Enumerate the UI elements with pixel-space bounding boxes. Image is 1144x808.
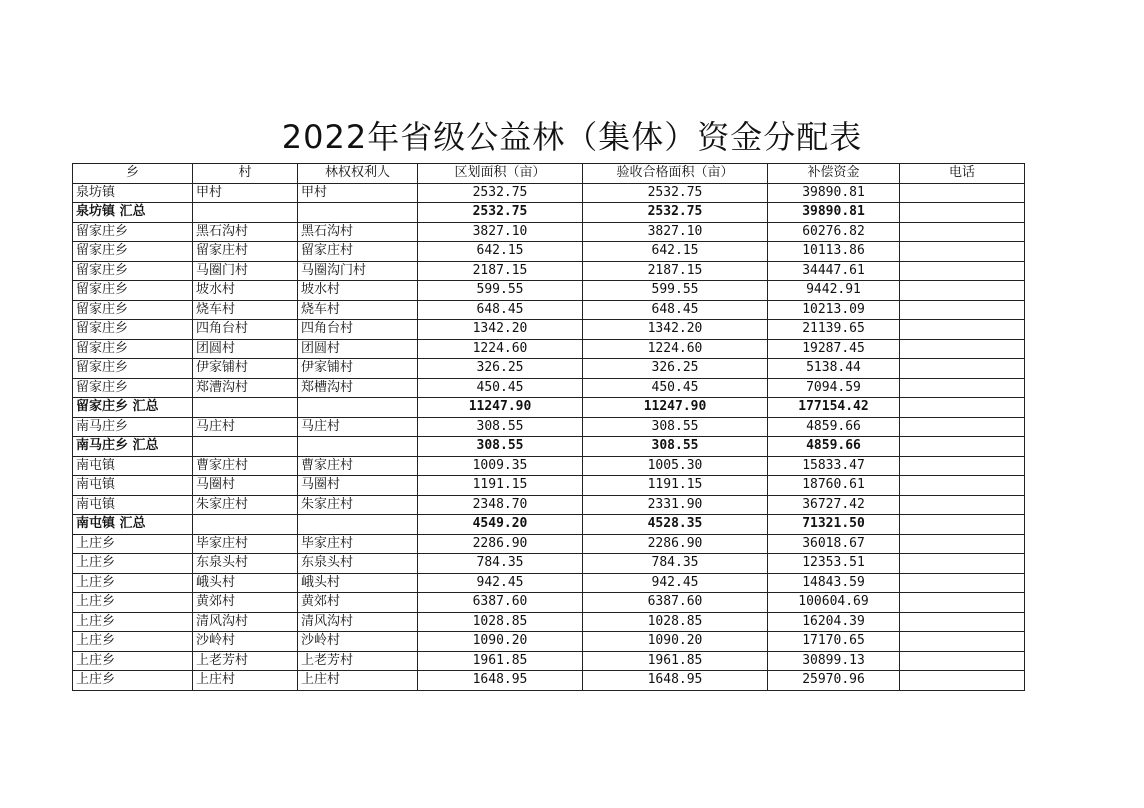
- cell-area: 1090.20: [418, 632, 583, 652]
- cell-township: 上庄乡: [73, 573, 193, 593]
- cell-village: 郑漕沟村: [193, 378, 298, 398]
- cell-owner: 伊家铺村: [298, 359, 418, 379]
- table-row: [73, 671, 1025, 691]
- cell-area: 11247.90: [418, 398, 583, 418]
- table-row: [73, 222, 1025, 242]
- subtotal-row: [73, 203, 1025, 223]
- cell-village: 黄郊村: [193, 593, 298, 613]
- cell-funds: 36018.67: [768, 534, 900, 554]
- cell-owner: 东泉头村: [298, 554, 418, 574]
- cell-township: 上庄乡: [73, 593, 193, 613]
- cell-area: 942.45: [418, 573, 583, 593]
- cell-owner: 甲村: [298, 183, 418, 203]
- cell-phone: [900, 222, 1025, 242]
- cell-funds: 100604.69: [768, 593, 900, 613]
- cell-township: 留家庄乡: [73, 339, 193, 359]
- cell-area: 784.35: [418, 554, 583, 574]
- cell-owner: 朱家庄村: [298, 495, 418, 515]
- cell-owner: [298, 398, 418, 418]
- header-funds: 补偿资金: [768, 164, 900, 184]
- cell-area: 1961.85: [418, 651, 583, 671]
- cell-owner: 马圈村: [298, 476, 418, 496]
- cell-village: 团圆村: [193, 339, 298, 359]
- cell-township: 上庄乡: [73, 651, 193, 671]
- cell-funds: 17170.65: [768, 632, 900, 652]
- cell-township: 泉坊镇 汇总: [73, 203, 193, 223]
- cell-owner: 上庄村: [298, 671, 418, 691]
- cell-area: 4549.20: [418, 515, 583, 535]
- cell-owner: 烧车村: [298, 300, 418, 320]
- cell-owner: 马圈沟门村: [298, 261, 418, 281]
- cell-owner: 毕家庄村: [298, 534, 418, 554]
- cell-area: 450.45: [418, 378, 583, 398]
- cell-phone: [900, 573, 1025, 593]
- cell-phone: [900, 456, 1025, 476]
- table-row: [73, 534, 1025, 554]
- cell-accepted-area: 599.55: [583, 281, 768, 301]
- cell-owner: 留家庄村: [298, 242, 418, 262]
- table-row: [73, 281, 1025, 301]
- cell-funds: 4859.66: [768, 437, 900, 457]
- cell-township: 留家庄乡 汇总: [73, 398, 193, 418]
- cell-accepted-area: 1090.20: [583, 632, 768, 652]
- cell-phone: [900, 632, 1025, 652]
- cell-township: 留家庄乡: [73, 300, 193, 320]
- cell-village: 甲村: [193, 183, 298, 203]
- cell-area: 326.25: [418, 359, 583, 379]
- cell-village: [193, 515, 298, 535]
- cell-village: 留家庄村: [193, 242, 298, 262]
- cell-village: 马圈门村: [193, 261, 298, 281]
- cell-owner: 马庄村: [298, 417, 418, 437]
- cell-owner: [298, 203, 418, 223]
- cell-village: 朱家庄村: [193, 495, 298, 515]
- cell-village: 上庄村: [193, 671, 298, 691]
- table-row: [73, 554, 1025, 574]
- table-row: [73, 417, 1025, 437]
- cell-accepted-area: 11247.90: [583, 398, 768, 418]
- cell-phone: [900, 515, 1025, 535]
- cell-township: 泉坊镇: [73, 183, 193, 203]
- table-row: [73, 339, 1025, 359]
- cell-township: 上庄乡: [73, 534, 193, 554]
- cell-area: 1191.15: [418, 476, 583, 496]
- table-body: [73, 183, 1025, 690]
- cell-accepted-area: 450.45: [583, 378, 768, 398]
- cell-township: 留家庄乡: [73, 222, 193, 242]
- cell-village: 烧车村: [193, 300, 298, 320]
- cell-phone: [900, 437, 1025, 457]
- cell-funds: 25970.96: [768, 671, 900, 691]
- cell-funds: 12353.51: [768, 554, 900, 574]
- cell-phone: [900, 534, 1025, 554]
- header-accepted-area: 验收合格面积（亩）: [583, 164, 768, 184]
- cell-village: 马圈村: [193, 476, 298, 496]
- cell-phone: [900, 339, 1025, 359]
- table-row: [73, 261, 1025, 281]
- cell-phone: [900, 671, 1025, 691]
- cell-village: 坡水村: [193, 281, 298, 301]
- header-area: 区划面积（亩）: [418, 164, 583, 184]
- cell-phone: [900, 612, 1025, 632]
- cell-accepted-area: 6387.60: [583, 593, 768, 613]
- table-row: [73, 320, 1025, 340]
- cell-owner: [298, 437, 418, 457]
- cell-phone: [900, 417, 1025, 437]
- table-row: [73, 183, 1025, 203]
- cell-village: [193, 437, 298, 457]
- cell-township: 上庄乡: [73, 554, 193, 574]
- cell-area: 1028.85: [418, 612, 583, 632]
- cell-owner: 郑槽沟村: [298, 378, 418, 398]
- cell-village: 沙岭村: [193, 632, 298, 652]
- cell-funds: 10213.09: [768, 300, 900, 320]
- cell-funds: 39890.81: [768, 203, 900, 223]
- cell-phone: [900, 281, 1025, 301]
- cell-funds: 19287.45: [768, 339, 900, 359]
- cell-phone: [900, 378, 1025, 398]
- cell-funds: 4859.66: [768, 417, 900, 437]
- cell-owner: 清风沟村: [298, 612, 418, 632]
- table-row: [73, 651, 1025, 671]
- cell-owner: 峨头村: [298, 573, 418, 593]
- cell-village: [193, 203, 298, 223]
- cell-area: 2348.70: [418, 495, 583, 515]
- cell-phone: [900, 203, 1025, 223]
- cell-area: 308.55: [418, 417, 583, 437]
- table-row: [73, 476, 1025, 496]
- cell-village: 上老芳村: [193, 651, 298, 671]
- cell-village: 东泉头村: [193, 554, 298, 574]
- subtotal-row: [73, 398, 1025, 418]
- cell-owner: 四角台村: [298, 320, 418, 340]
- cell-area: 3827.10: [418, 222, 583, 242]
- cell-township: 上庄乡: [73, 632, 193, 652]
- cell-funds: 18760.61: [768, 476, 900, 496]
- table-row: [73, 495, 1025, 515]
- cell-village: [193, 398, 298, 418]
- cell-accepted-area: 1961.85: [583, 651, 768, 671]
- cell-funds: 39890.81: [768, 183, 900, 203]
- cell-owner: 坡水村: [298, 281, 418, 301]
- cell-phone: [900, 242, 1025, 262]
- cell-funds: 71321.50: [768, 515, 900, 535]
- cell-township: 上庄乡: [73, 671, 193, 691]
- cell-township: 留家庄乡: [73, 320, 193, 340]
- cell-accepted-area: 1342.20: [583, 320, 768, 340]
- cell-owner: 黑石沟村: [298, 222, 418, 242]
- cell-area: 1648.95: [418, 671, 583, 691]
- cell-accepted-area: 3827.10: [583, 222, 768, 242]
- cell-area: 6387.60: [418, 593, 583, 613]
- cell-owner: 团圆村: [298, 339, 418, 359]
- cell-accepted-area: 942.45: [583, 573, 768, 593]
- cell-phone: [900, 495, 1025, 515]
- allocation-table: [72, 163, 1025, 691]
- cell-area: 1009.35: [418, 456, 583, 476]
- header-phone: 电话: [900, 164, 1025, 184]
- cell-area: 1342.20: [418, 320, 583, 340]
- cell-accepted-area: 642.15: [583, 242, 768, 262]
- cell-accepted-area: 1224.60: [583, 339, 768, 359]
- cell-area: 1224.60: [418, 339, 583, 359]
- cell-phone: [900, 398, 1025, 418]
- cell-funds: 15833.47: [768, 456, 900, 476]
- cell-funds: 60276.82: [768, 222, 900, 242]
- cell-phone: [900, 183, 1025, 203]
- cell-accepted-area: 308.55: [583, 417, 768, 437]
- cell-phone: [900, 359, 1025, 379]
- cell-township: 南马庄乡 汇总: [73, 437, 193, 457]
- cell-area: 2286.90: [418, 534, 583, 554]
- cell-owner: [298, 515, 418, 535]
- cell-village: 曹家庄村: [193, 456, 298, 476]
- table-row: [73, 359, 1025, 379]
- header-township: 乡: [73, 164, 193, 184]
- table-row: [73, 456, 1025, 476]
- table-row: [73, 573, 1025, 593]
- cell-accepted-area: 308.55: [583, 437, 768, 457]
- cell-funds: 7094.59: [768, 378, 900, 398]
- cell-owner: 上老芳村: [298, 651, 418, 671]
- cell-township: 留家庄乡: [73, 378, 193, 398]
- table-row: [73, 300, 1025, 320]
- cell-township: 留家庄乡: [73, 261, 193, 281]
- cell-area: 599.55: [418, 281, 583, 301]
- cell-accepted-area: 2532.75: [583, 183, 768, 203]
- cell-area: 648.45: [418, 300, 583, 320]
- cell-village: 伊家铺村: [193, 359, 298, 379]
- cell-funds: 21139.65: [768, 320, 900, 340]
- cell-phone: [900, 320, 1025, 340]
- cell-area: 642.15: [418, 242, 583, 262]
- table-row: [73, 632, 1025, 652]
- cell-accepted-area: 1005.30: [583, 456, 768, 476]
- cell-funds: 16204.39: [768, 612, 900, 632]
- cell-funds: 10113.86: [768, 242, 900, 262]
- cell-phone: [900, 651, 1025, 671]
- cell-village: 毕家庄村: [193, 534, 298, 554]
- cell-accepted-area: 1028.85: [583, 612, 768, 632]
- cell-accepted-area: 648.45: [583, 300, 768, 320]
- cell-township: 南屯镇: [73, 495, 193, 515]
- cell-funds: 14843.59: [768, 573, 900, 593]
- cell-village: 黑石沟村: [193, 222, 298, 242]
- cell-owner: 黄郊村: [298, 593, 418, 613]
- header-owner: 林权权利人: [298, 164, 418, 184]
- cell-phone: [900, 476, 1025, 496]
- subtotal-row: [73, 437, 1025, 457]
- cell-village: 清风沟村: [193, 612, 298, 632]
- cell-funds: 177154.42: [768, 398, 900, 418]
- cell-accepted-area: 2532.75: [583, 203, 768, 223]
- cell-township: 南屯镇: [73, 456, 193, 476]
- cell-accepted-area: 784.35: [583, 554, 768, 574]
- cell-accepted-area: 2187.15: [583, 261, 768, 281]
- cell-funds: 5138.44: [768, 359, 900, 379]
- table-row: [73, 378, 1025, 398]
- cell-accepted-area: 2331.90: [583, 495, 768, 515]
- cell-funds: 34447.61: [768, 261, 900, 281]
- cell-township: 留家庄乡: [73, 242, 193, 262]
- header-row: [73, 164, 1025, 184]
- cell-village: 四角台村: [193, 320, 298, 340]
- cell-township: 南马庄乡: [73, 417, 193, 437]
- table-row: [73, 242, 1025, 262]
- cell-township: 南屯镇 汇总: [73, 515, 193, 535]
- cell-area: 308.55: [418, 437, 583, 457]
- cell-township: 南屯镇: [73, 476, 193, 496]
- cell-phone: [900, 261, 1025, 281]
- cell-phone: [900, 554, 1025, 574]
- subtotal-row: [73, 515, 1025, 535]
- cell-funds: 36727.42: [768, 495, 900, 515]
- cell-owner: 沙岭村: [298, 632, 418, 652]
- cell-township: 上庄乡: [73, 612, 193, 632]
- cell-funds: 30899.13: [768, 651, 900, 671]
- header-village: 村: [193, 164, 298, 184]
- cell-village: 峨头村: [193, 573, 298, 593]
- cell-phone: [900, 300, 1025, 320]
- cell-accepted-area: 4528.35: [583, 515, 768, 535]
- page-title: 2022年省级公益林（集体）资金分配表: [281, 118, 863, 156]
- table-row: [73, 612, 1025, 632]
- cell-accepted-area: 1648.95: [583, 671, 768, 691]
- cell-area: 2187.15: [418, 261, 583, 281]
- cell-village: 马庄村: [193, 417, 298, 437]
- cell-accepted-area: 1191.15: [583, 476, 768, 496]
- cell-area: 2532.75: [418, 183, 583, 203]
- table-row: [73, 593, 1025, 613]
- cell-area: 2532.75: [418, 203, 583, 223]
- cell-owner: 曹家庄村: [298, 456, 418, 476]
- cell-accepted-area: 2286.90: [583, 534, 768, 554]
- cell-phone: [900, 593, 1025, 613]
- cell-township: 留家庄乡: [73, 359, 193, 379]
- cell-funds: 9442.91: [768, 281, 900, 301]
- cell-township: 留家庄乡: [73, 281, 193, 301]
- cell-accepted-area: 326.25: [583, 359, 768, 379]
